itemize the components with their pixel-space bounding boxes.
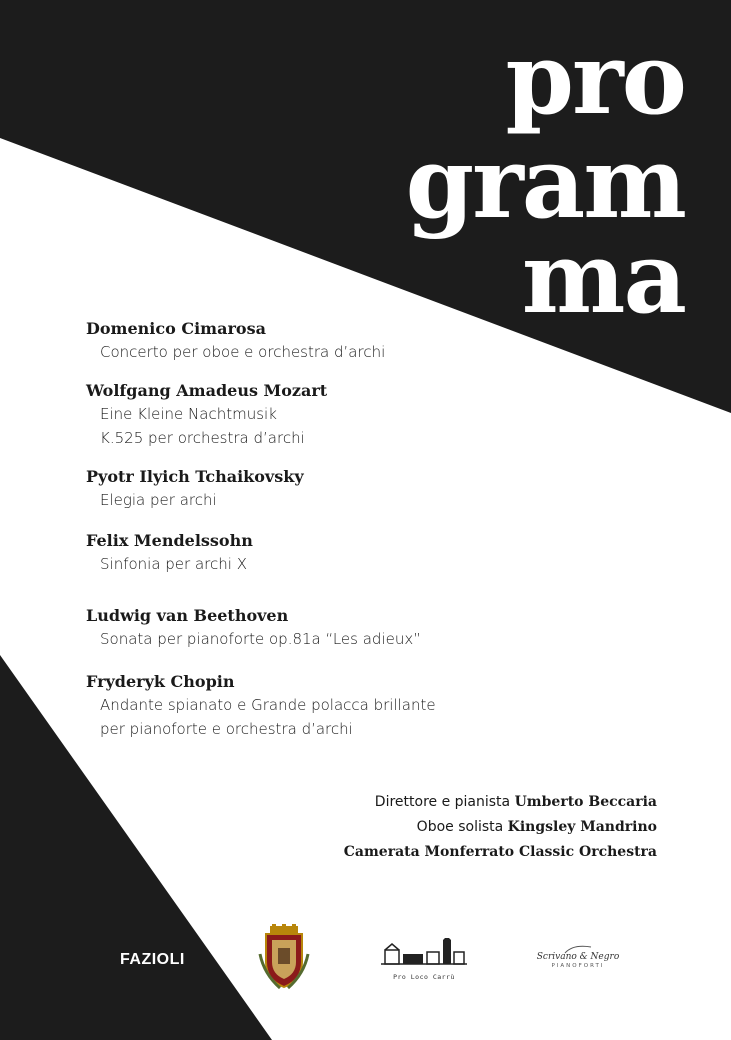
composer-name: Domenico Cimarosa: [86, 319, 266, 338]
scrivano-sublabel: PIANOFORTI: [551, 963, 605, 969]
composer-name: Ludwig van Beethoven: [86, 606, 289, 625]
work-title: K.525 per orchestra d’archi: [100, 429, 305, 447]
credits-block: [344, 790, 657, 865]
work-title: Sinfonia per archi X: [100, 555, 247, 573]
soloist-name: Kingsley Mandrino: [507, 819, 657, 835]
orchestra-name: Camerata Monferrato Classic Orchestra: [343, 844, 657, 860]
title-line-1: pro: [505, 22, 685, 137]
conductor-line: [344, 790, 657, 815]
work-title: Concerto per oboe e orchestra d’archi: [100, 343, 386, 361]
conductor-role: Direttore e pianista: [374, 794, 511, 810]
soloist-line: [344, 815, 657, 840]
program-item: [86, 318, 385, 364]
work-title: Sonata per pianoforte op.81a “Les adieux”: [100, 630, 421, 648]
scrivano-label: Scrivano & Negro: [536, 952, 620, 962]
composer-name: Pyotr Ilyich Tchaikovsky: [86, 467, 304, 486]
composer-name: Wolfgang Amadeus Mozart: [86, 381, 328, 400]
fazioli-logo: FAZIOLI: [120, 951, 185, 968]
work-title: Eine Kleine Nachtmusik: [100, 405, 277, 423]
proloco-logo: [378, 938, 470, 981]
soloist-role: Oboe solista: [416, 819, 504, 835]
program-item: [86, 530, 253, 576]
program-item: [86, 380, 327, 450]
title-line-2: gram: [405, 126, 685, 241]
work-title: Elegia per archi: [100, 491, 217, 509]
scrivano-negro-logo: [535, 944, 621, 969]
orchestra-line: [344, 840, 657, 865]
title-line-3: ma: [521, 221, 685, 336]
skyline-icon: [381, 938, 467, 966]
composer-name: Felix Mendelssohn: [86, 531, 253, 550]
program-item: [86, 605, 421, 651]
program-item: [86, 671, 436, 741]
program-item: [86, 466, 304, 512]
work-title: Andante spianato e Grande polacca brillante: [100, 696, 436, 714]
proloco-label: Pro Loco Carrù: [393, 973, 455, 981]
composer-name: Fryderyk Chopin: [86, 672, 235, 691]
municipal-crest-logo: [258, 924, 310, 990]
work-title: per pianoforte e orchestra d’archi: [100, 720, 353, 738]
conductor-name: Umberto Beccaria: [514, 794, 657, 810]
